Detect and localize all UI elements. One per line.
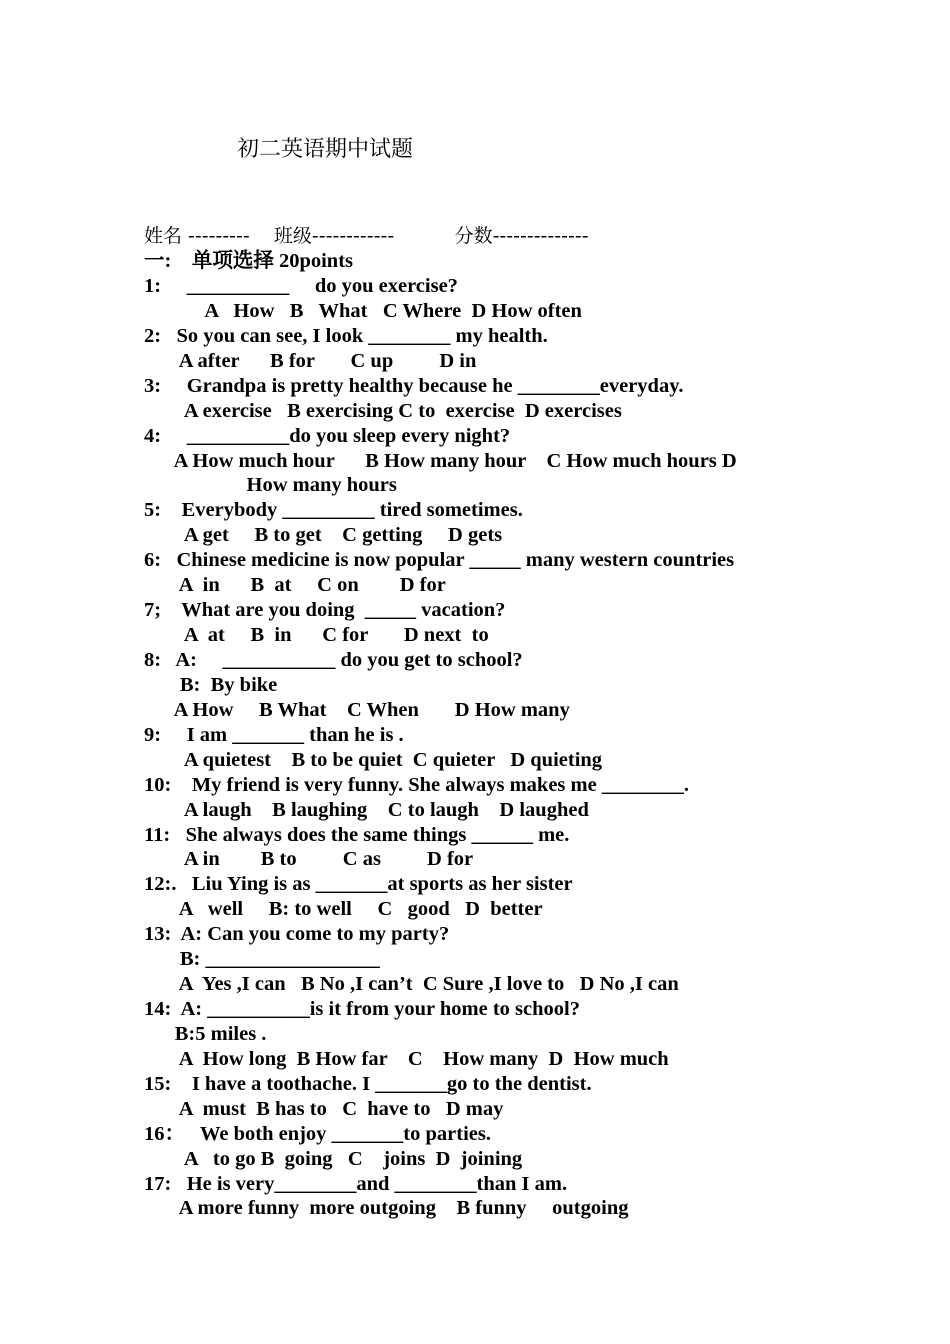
question-line: A quietest B to be quiet C quieter D quieting (144, 748, 603, 771)
question-line: B: By bike (144, 673, 278, 696)
question-line: A after B for C up D in (144, 349, 477, 372)
question-line: 13: A: Can you come to my party? (144, 923, 450, 946)
question-line: 5: Everybody _________ tired sometimes. (144, 499, 523, 522)
question-line: 11: She always does the same things ______ me. (144, 823, 570, 846)
section-heading (144, 249, 353, 274)
question-line: 16： We both enjoy _______to parties. (144, 1122, 491, 1145)
question-line: A at B in C for D next to (144, 624, 489, 646)
question-line: A How B What C Where D How often (144, 299, 582, 322)
question-line: A more funny more outgoing B funny outgoing (144, 1197, 629, 1220)
question-line: B:5 miles . (144, 1022, 267, 1045)
question-line: 15: I have a toothache. I _______go to the dentist. (144, 1072, 592, 1095)
question-line: 2: So you can see, I look ________ my health. (144, 324, 548, 347)
question-line: B: _________________ (144, 948, 380, 971)
question-line: 3: Grandpa is pretty healthy because he ________everyday. (144, 374, 684, 397)
question-line: A to go B going C joins D joining (144, 1147, 523, 1170)
question-line: 10: My friend is very funny. She always makes me ________. (144, 773, 689, 796)
question-line: 17: He is very________and ________than I am. (144, 1172, 568, 1195)
question-line: A How much hour B How many hour C How much hours D (144, 449, 737, 472)
question-line: A Yes ,I can B No ,I can’t C Sure ,I love to D No ,I can (144, 973, 679, 995)
question-line: 7; What are you doing _____ vacation? (144, 599, 506, 622)
question-line: A exercise B exercising C to exercise D exercises (144, 399, 622, 422)
student-info-line: 姓名 --------- 班级------------ 分数-------------- (144, 225, 589, 247)
question-line: 9: I am _______ than he is . (144, 723, 404, 746)
section-heading-text: 一: 单项选择 20points (144, 250, 354, 272)
question-line: 1: __________ do you exercise? (144, 275, 458, 297)
question-line: 6: Chinese medicine is now popular _____ many western countries (144, 549, 735, 572)
question-line: A How long B How far C How many D How much (144, 1047, 669, 1070)
question-line: How many hours (144, 474, 397, 497)
question-line: A well B: to well C good D better (144, 898, 543, 921)
question-line: 12:. Liu Ying is as _______at sports as her sister (144, 873, 573, 896)
question-line: A get B to get C getting D gets (144, 524, 503, 547)
question-line: 14: A: __________is it from your home to school? (144, 998, 580, 1020)
question-line: A laugh B laughing C to laugh D laughed (144, 798, 589, 821)
question-line: A How B What C When D How many (144, 698, 570, 721)
exam-title: 初二英语期中试题 (237, 137, 414, 162)
question-line: A in B at C on D for (144, 574, 446, 597)
question-line: A in B to C as D for (144, 848, 474, 871)
question-line: 4: __________do you sleep every night? (144, 424, 511, 447)
question-line: 8: A: ___________ do you get to school? (144, 649, 523, 671)
question-line: A must B has to C have to D may (144, 1097, 504, 1120)
